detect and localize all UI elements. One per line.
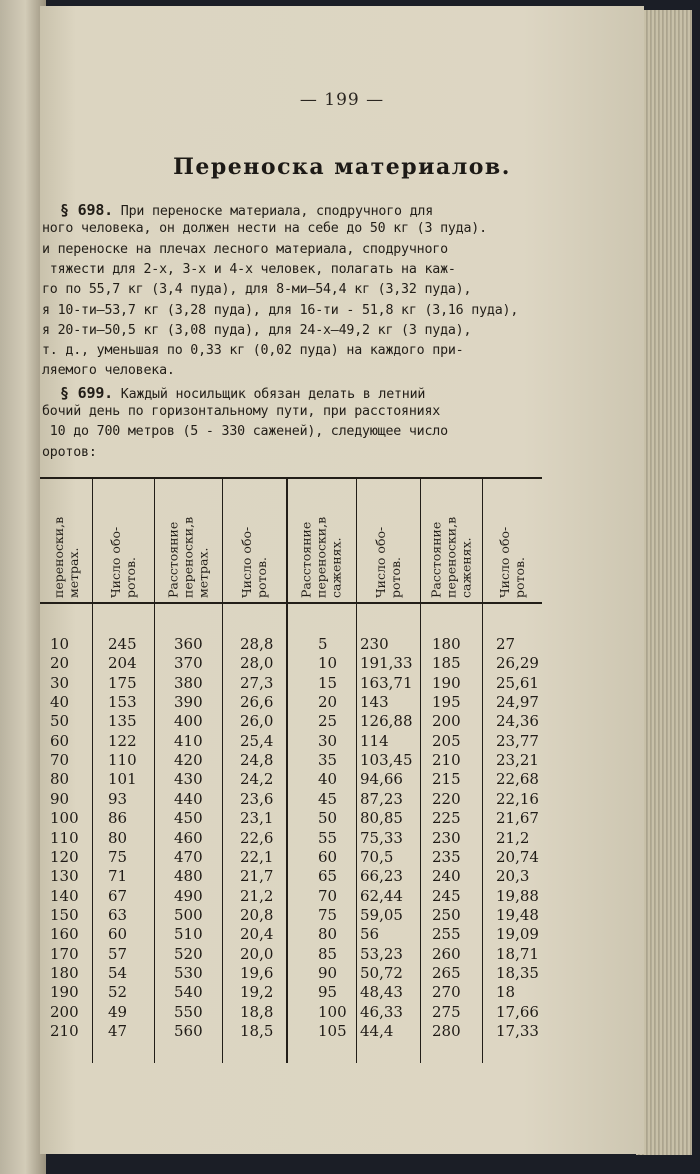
table-cell: 23,1 xyxy=(240,809,274,828)
table-cell: 15 xyxy=(318,673,338,692)
table-cell: 180 xyxy=(50,963,79,982)
table-cell: 86 xyxy=(108,809,128,828)
column-header-label: Расстояние переноски,в саженях. xyxy=(298,516,344,598)
table-cell: 20,0 xyxy=(240,944,274,963)
table-cell: 90 xyxy=(50,789,70,808)
column-header xyxy=(222,484,286,602)
table-cell: 160 xyxy=(50,925,79,944)
table-cell: 20,8 xyxy=(240,905,274,924)
table-cell: 80 xyxy=(108,828,128,847)
column-header xyxy=(420,484,482,602)
table-cell: 93 xyxy=(108,789,128,808)
paragraph-text: 10 до 700 метров (5 - 330 саженей), следующее число xyxy=(42,424,448,440)
column-header-label: Число обо-ротов. xyxy=(497,526,527,598)
paragraph-text: При переноске материала, сподручного для xyxy=(113,204,434,219)
table-cell: 135 xyxy=(108,712,137,731)
table-cell: 21,7 xyxy=(240,867,274,886)
table-cell: 90 xyxy=(318,963,338,982)
table-cell: 25,61 xyxy=(496,673,539,692)
table-cell: 85 xyxy=(318,944,338,963)
paragraph-text: ляемого человека. xyxy=(42,363,175,379)
paragraph-line xyxy=(42,343,542,358)
column-header xyxy=(40,484,92,602)
table-cell: 50 xyxy=(50,712,70,731)
table-cell: 28,0 xyxy=(240,654,274,673)
column-header-label: Число обо-ротов. xyxy=(239,526,269,598)
table-cell: 66,23 xyxy=(360,867,403,886)
column-header xyxy=(286,484,356,602)
table-cell: 20,3 xyxy=(496,867,530,886)
table-cell: 22,16 xyxy=(496,789,539,808)
table-cell: 260 xyxy=(432,944,461,963)
column-header xyxy=(482,484,542,602)
table-cell: 24,97 xyxy=(496,693,539,712)
paragraph-text: Каждый носильщик обязан делать в летний xyxy=(113,386,426,402)
paragraph-text: я 10-ти—53,7 кг (3,28 пуда), для 16-ти - 51,8 кг (3,16 пуда), xyxy=(42,302,519,318)
paragraph-line xyxy=(42,424,542,439)
table-cell: 5 xyxy=(318,635,328,653)
table-cell: 114 xyxy=(360,731,389,750)
table-cell: 245 xyxy=(108,635,137,653)
table-cell: 250 xyxy=(432,905,461,924)
table-cell: 23,77 xyxy=(496,731,539,750)
table-cell: 210 xyxy=(50,1022,79,1040)
table-cell: 30 xyxy=(50,673,70,692)
table-cell: 21,67 xyxy=(496,809,539,828)
table-cell: 255 xyxy=(432,925,461,944)
table-cell: 63 xyxy=(108,905,128,924)
table-cell: 120 xyxy=(50,847,79,866)
paragraph-line xyxy=(42,445,542,460)
table-cell: 56 xyxy=(360,925,380,944)
table-cell: 200 xyxy=(432,712,461,731)
table-header-rule xyxy=(40,602,542,604)
table-cell: 204 xyxy=(108,654,137,673)
table-cell: 440 xyxy=(174,789,203,808)
book-page xyxy=(40,6,644,1154)
table-cell: 60 xyxy=(108,925,128,944)
table-cell: 190 xyxy=(432,673,461,692)
table-cell: 175 xyxy=(108,673,137,692)
table-cell: 18,35 xyxy=(496,963,539,982)
table-cell: 100 xyxy=(318,1002,347,1021)
table-cell: 270 xyxy=(432,983,461,1002)
column-header-label: Число обо-ротов. xyxy=(373,526,403,598)
paragraph-line xyxy=(42,303,542,318)
table-cell: 80 xyxy=(50,770,70,789)
table-cell: 26,0 xyxy=(240,712,274,731)
table-cell: 150 xyxy=(50,905,79,924)
table-cell: 20 xyxy=(318,693,338,712)
table-cell: 65 xyxy=(318,867,338,886)
table-cell: 560 xyxy=(174,1022,203,1040)
table-cell: 23,6 xyxy=(240,789,274,808)
paragraph-text: и переноске на плечах лесного материала, сподручного xyxy=(42,241,448,257)
table-cell: 100 xyxy=(50,809,79,828)
table-cell: 24,8 xyxy=(240,751,274,770)
column-header-label: Расстояние переноски,в метрах. xyxy=(165,516,211,598)
table-cell: 75,33 xyxy=(360,828,403,847)
table-cell: 24,2 xyxy=(240,770,274,789)
table-cell: 71 xyxy=(108,867,128,886)
table-cell: 550 xyxy=(174,1002,203,1021)
table-cell: 17,33 xyxy=(496,1022,539,1040)
column-header-label: переноски,в метрах. xyxy=(51,516,81,598)
table-cell: 62,44 xyxy=(360,886,403,905)
table-cell: 180 xyxy=(432,635,461,653)
table-cell: 19,2 xyxy=(240,983,274,1002)
table-cell: 360 xyxy=(174,635,203,653)
table-cell: 70 xyxy=(318,886,338,905)
paragraph-text: го по 55,7 кг (3,4 пуда), для 8-ми—54,4 кг (3,32 пуда), xyxy=(42,282,472,298)
table-cell: 27,3 xyxy=(240,673,274,692)
paragraph-text: ного человека, он должен нести на себе до 50 кг (3 пуда). xyxy=(42,221,487,237)
table-cell: 225 xyxy=(432,809,461,828)
table-cell: 21,2 xyxy=(240,886,274,905)
table-cell: 163,71 xyxy=(360,673,413,692)
table-cell: 25,4 xyxy=(240,731,274,750)
table-cell: 40 xyxy=(50,693,70,712)
table-cell: 22,6 xyxy=(240,828,274,847)
paragraph-text: тяжести для 2-х, 3-х и 4-х человек, полагать на каж- xyxy=(42,261,456,277)
page-block-edges xyxy=(636,10,692,1155)
table-cell: 153 xyxy=(108,693,137,712)
table-cell: 110 xyxy=(50,828,79,847)
table-cell: 200 xyxy=(50,1002,79,1021)
table-cell: 170 xyxy=(50,944,79,963)
table-cell: 370 xyxy=(174,654,203,673)
table-cell: 18 xyxy=(496,983,516,1002)
table-cell: 95 xyxy=(318,983,338,1002)
table-cell: 190 xyxy=(50,983,79,1002)
table-cell: 126,88 xyxy=(360,712,413,731)
section-number: § 699. xyxy=(60,383,113,402)
table-cell: 21,2 xyxy=(496,828,530,847)
paragraph-text: оротов: xyxy=(42,444,97,460)
table-cell: 26,6 xyxy=(240,693,274,712)
table-cell: 500 xyxy=(174,905,203,924)
table-cell: 27 xyxy=(496,635,516,653)
table-cell: 210 xyxy=(432,751,461,770)
table-cell: 122 xyxy=(108,731,137,750)
table-cell: 60 xyxy=(50,731,70,750)
table-cell: 60 xyxy=(318,847,338,866)
table-cell: 75 xyxy=(318,905,338,924)
table-cell: 185 xyxy=(432,654,461,673)
table-cell: 22,1 xyxy=(240,847,274,866)
table-top-rule xyxy=(40,477,542,479)
column-header-label: Расстояние переноски,в саженях. xyxy=(428,516,474,598)
column-header-label: Число обо-ротов. xyxy=(108,526,138,598)
table-cell: 540 xyxy=(174,983,203,1002)
table-cell: 380 xyxy=(174,673,203,692)
table-cell: 230 xyxy=(360,635,389,653)
table-cell: 510 xyxy=(174,925,203,944)
table-cell: 10 xyxy=(318,654,338,673)
table-cell: 195 xyxy=(432,693,461,712)
section-number: § 698. xyxy=(60,201,113,219)
table-cell: 101 xyxy=(108,770,137,789)
table-cell: 25 xyxy=(318,712,338,731)
table-cell: 130 xyxy=(50,867,79,886)
table-cell: 50 xyxy=(318,809,338,828)
table-cell: 19,88 xyxy=(496,886,539,905)
table-cell: 240 xyxy=(432,867,461,886)
table-cell: 390 xyxy=(174,693,203,712)
table-cell: 19,48 xyxy=(496,905,539,924)
table-cell: 35 xyxy=(318,751,338,770)
paragraph-text: бочий день по горизонтальному пути, при расстояниях xyxy=(42,404,441,419)
table-cell: 57 xyxy=(108,944,128,963)
table-cell: 44,4 xyxy=(360,1022,394,1040)
section-title: Переноска материалов. xyxy=(173,154,511,180)
table-cell: 205 xyxy=(432,731,461,750)
table-cell: 460 xyxy=(174,828,203,847)
paragraph-line xyxy=(60,384,560,402)
table-cell: 103,45 xyxy=(360,751,413,770)
table-cell: 17,66 xyxy=(496,1002,539,1021)
table-cell: 49 xyxy=(108,1002,128,1021)
table-cell: 530 xyxy=(174,963,203,982)
table-cell: 230 xyxy=(432,828,461,847)
table-cell: 53,23 xyxy=(360,944,403,963)
table-cell: 23,21 xyxy=(496,751,539,770)
table-cell: 46,33 xyxy=(360,1002,403,1021)
paragraph-text: т. д., уменьшая по 0,33 кг (0,02 пуда) на каждого при- xyxy=(42,343,464,359)
table-cell: 59,05 xyxy=(360,905,403,924)
table-cell: 490 xyxy=(174,886,203,905)
table-cell: 80 xyxy=(318,925,338,944)
table-cell: 24,36 xyxy=(496,712,539,731)
paragraph-line xyxy=(60,201,560,219)
table-cell: 40 xyxy=(318,770,338,789)
table-cell: 70,5 xyxy=(360,847,394,866)
column-header xyxy=(154,484,222,602)
table-cell: 45 xyxy=(318,789,338,808)
table-cell: 215 xyxy=(432,770,461,789)
table-cell: 220 xyxy=(432,789,461,808)
table-cell: 140 xyxy=(50,886,79,905)
table-cell: 30 xyxy=(318,731,338,750)
table-cell: 94,66 xyxy=(360,770,403,789)
table-cell: 19,09 xyxy=(496,925,539,944)
column-header xyxy=(356,484,420,602)
table-cell: 28,8 xyxy=(240,635,274,653)
table-cell: 52 xyxy=(108,983,128,1002)
paragraph-line xyxy=(42,221,542,236)
table-cell: 10 xyxy=(50,635,70,653)
table-cell: 105 xyxy=(318,1022,347,1040)
table-cell: 400 xyxy=(174,712,203,731)
table-cell: 280 xyxy=(432,1022,461,1040)
table-cell: 20,74 xyxy=(496,847,539,866)
table-cell: 18,8 xyxy=(240,1002,274,1021)
paragraph-line xyxy=(42,282,542,297)
table-cell: 410 xyxy=(174,731,203,750)
table-cell: 20 xyxy=(50,654,70,673)
page-number: — 199 — xyxy=(299,90,385,110)
table-cell: 67 xyxy=(108,886,128,905)
table-cell: 430 xyxy=(174,770,203,789)
table-cell: 87,23 xyxy=(360,789,403,808)
table-cell: 80,85 xyxy=(360,809,403,828)
paragraph-line xyxy=(42,262,542,277)
table-cell: 235 xyxy=(432,847,461,866)
column-header xyxy=(92,484,154,602)
paragraph-text: я 20-ти—50,5 кг (3,08 пуда), для 24-х—49,2 кг (3 пуда), xyxy=(42,322,472,338)
table-cell: 110 xyxy=(108,751,137,770)
table-cell: 20,4 xyxy=(240,925,274,944)
paragraph-line xyxy=(42,323,542,338)
table-cell: 47 xyxy=(108,1022,128,1040)
table-cell: 470 xyxy=(174,847,203,866)
table-cell: 50,72 xyxy=(360,963,403,982)
table-cell: 18,5 xyxy=(240,1022,274,1040)
paragraph-line xyxy=(42,242,542,257)
table-cell: 245 xyxy=(432,886,461,905)
table-cell: 143 xyxy=(360,693,389,712)
table-cell: 480 xyxy=(174,867,203,886)
table-cell: 48,43 xyxy=(360,983,403,1002)
table-cell: 18,71 xyxy=(496,944,539,963)
table-cell: 22,68 xyxy=(496,770,539,789)
table-cell: 191,33 xyxy=(360,654,413,673)
table-cell: 26,29 xyxy=(496,654,539,673)
table-cell: 19,6 xyxy=(240,963,274,982)
table-cell: 54 xyxy=(108,963,128,982)
table-cell: 450 xyxy=(174,809,203,828)
paragraph-line xyxy=(42,363,542,378)
table-cell: 55 xyxy=(318,828,338,847)
paragraph-line xyxy=(42,404,542,419)
table-cell: 70 xyxy=(50,751,70,770)
table-cell: 75 xyxy=(108,847,128,866)
table-cell: 275 xyxy=(432,1002,461,1021)
table-cell: 520 xyxy=(174,944,203,963)
table-cell: 420 xyxy=(174,751,203,770)
table-cell: 265 xyxy=(432,963,461,982)
